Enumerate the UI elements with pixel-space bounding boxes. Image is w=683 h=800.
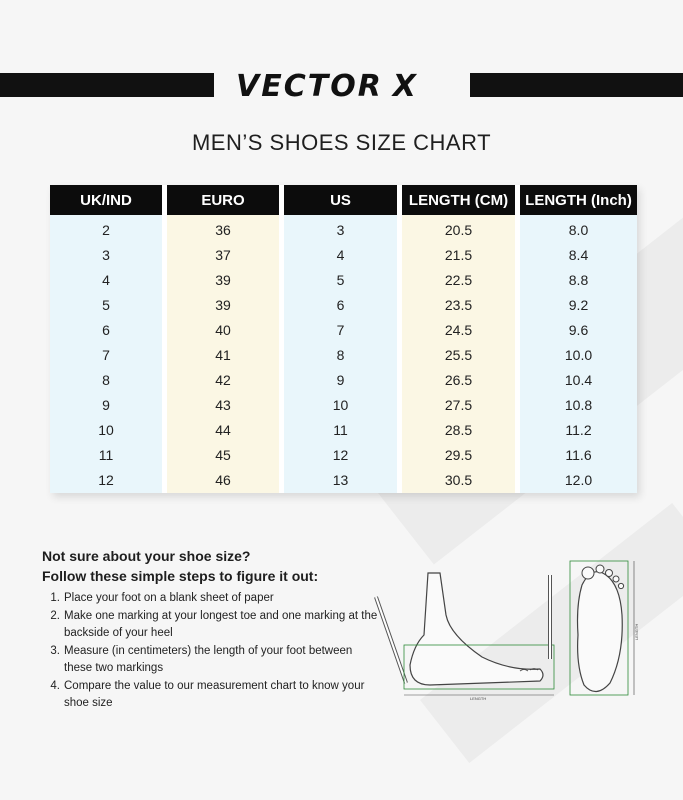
step-number: 1. bbox=[50, 592, 60, 604]
table-column bbox=[284, 185, 397, 493]
table-cell: 8 bbox=[102, 371, 110, 388]
table-cell: 9 bbox=[102, 396, 110, 413]
table-cell: 10 bbox=[332, 396, 349, 413]
table-cell: 11.6 bbox=[565, 446, 592, 463]
column-body bbox=[167, 215, 279, 493]
table-cell: 36 bbox=[215, 221, 231, 238]
footprint-icon bbox=[578, 572, 623, 692]
table-cell: 29.5 bbox=[444, 446, 473, 463]
step-text: Make one marking at your longest toe and one marking at the backside of your heel bbox=[64, 610, 378, 639]
table-cell: 28.5 bbox=[444, 421, 473, 438]
table-cell: 37 bbox=[215, 246, 231, 263]
table-cell: 44 bbox=[215, 421, 231, 438]
table-cell: 46 bbox=[215, 471, 231, 488]
brand-bar-right bbox=[470, 73, 683, 97]
length-label-side: LENGTH bbox=[470, 696, 487, 701]
table-cell: 8.8 bbox=[568, 271, 589, 288]
table-cell: 25.5 bbox=[444, 346, 473, 363]
table-cell: 10 bbox=[98, 421, 114, 438]
table-cell: 4 bbox=[336, 246, 345, 263]
table-cell: 4 bbox=[102, 271, 110, 288]
table-cell: 20.5 bbox=[444, 221, 473, 238]
step-number: 3. bbox=[50, 645, 60, 657]
table-cell: 7 bbox=[336, 321, 345, 338]
size-chart-table bbox=[50, 185, 637, 493]
measure-instructions bbox=[42, 548, 382, 713]
column-header: US bbox=[284, 185, 397, 215]
column-body bbox=[284, 215, 397, 493]
column-header: LENGTH (CM) bbox=[402, 185, 515, 215]
table-cell: 12 bbox=[332, 446, 349, 463]
table-cell: 6 bbox=[102, 321, 110, 338]
foot-side-icon bbox=[410, 573, 543, 685]
table-cell: 40 bbox=[215, 321, 231, 338]
brand-name: VECTOR bbox=[236, 68, 383, 104]
table-cell: 3 bbox=[102, 246, 110, 263]
instructions-question: Not sure about your shoe size? bbox=[42, 548, 251, 564]
table-cell: 9.6 bbox=[568, 321, 589, 338]
table-cell: 9 bbox=[336, 371, 345, 388]
column-header: UK/IND bbox=[50, 185, 162, 215]
list-item bbox=[42, 608, 382, 642]
column-header: EURO bbox=[167, 185, 279, 215]
table-cell: 22.5 bbox=[444, 271, 473, 288]
table-cell: 3 bbox=[336, 221, 345, 238]
table-cell: 21.5 bbox=[444, 246, 473, 263]
table-cell: 8.4 bbox=[568, 246, 589, 263]
pencil-icon bbox=[376, 597, 406, 683]
table-column bbox=[520, 185, 637, 493]
brand-mark: X bbox=[392, 68, 418, 104]
table-cell: 41 bbox=[215, 346, 231, 363]
table-cell: 39 bbox=[215, 296, 231, 313]
list-item bbox=[42, 678, 382, 712]
table-cell: 42 bbox=[215, 371, 231, 388]
list-item bbox=[42, 643, 382, 677]
table-cell: 27.5 bbox=[444, 396, 473, 413]
table-column bbox=[50, 185, 162, 493]
step-text: Place your foot on a blank sheet of paper bbox=[64, 592, 274, 604]
table-cell: 11 bbox=[98, 446, 114, 463]
table-cell: 12 bbox=[98, 471, 114, 488]
table-cell: 10.8 bbox=[564, 396, 593, 413]
table-cell: 5 bbox=[102, 296, 110, 313]
page-title: MEN’S SHOES SIZE CHART bbox=[191, 130, 492, 155]
column-body bbox=[402, 215, 515, 493]
table-column bbox=[402, 185, 515, 493]
table-cell: 43 bbox=[215, 396, 231, 413]
list-item bbox=[42, 590, 382, 607]
table-cell: 10.4 bbox=[564, 371, 593, 388]
table-cell: 10.0 bbox=[564, 346, 593, 363]
table-cell: 11 bbox=[333, 421, 348, 438]
table-cell: 45 bbox=[215, 446, 231, 463]
brand-logo bbox=[236, 66, 446, 106]
table-cell: 9.2 bbox=[568, 296, 589, 313]
table-cell: 11.2 bbox=[565, 421, 592, 438]
instructions-subtitle: Follow these simple steps to figure it out: bbox=[42, 568, 319, 584]
foot-measurement-illustration bbox=[370, 555, 660, 705]
table-cell: 23.5 bbox=[444, 296, 473, 313]
foot-illustration-svg bbox=[370, 555, 660, 705]
step-number: 4. bbox=[50, 680, 60, 692]
table-column bbox=[167, 185, 279, 493]
table-cell: 7 bbox=[102, 346, 110, 363]
table-cell: 6 bbox=[336, 296, 345, 313]
table-cell: 5 bbox=[336, 271, 345, 288]
table-cell: 8.0 bbox=[568, 221, 589, 238]
step-text: Measure (in centimeters) the length of your foot between these two markings bbox=[64, 645, 353, 674]
table-cell: 24.5 bbox=[444, 321, 473, 338]
table-cell: 39 bbox=[215, 271, 231, 288]
step-number: 2. bbox=[50, 610, 60, 622]
table-cell: 8 bbox=[336, 346, 345, 363]
column-body bbox=[520, 215, 637, 493]
length-label-top: LENGTH bbox=[634, 623, 639, 640]
column-body bbox=[50, 215, 162, 493]
table-cell: 13 bbox=[332, 471, 349, 488]
brand-bar-left bbox=[0, 73, 214, 97]
table-cell: 2 bbox=[102, 221, 110, 238]
table-cell: 26.5 bbox=[444, 371, 473, 388]
step-text: Compare the value to our measurement chart to know your shoe size bbox=[64, 680, 365, 709]
steps-list bbox=[42, 590, 382, 712]
table-cell: 12.0 bbox=[564, 471, 593, 488]
table-cell: 30.5 bbox=[444, 471, 473, 488]
column-header: LENGTH (Inch) bbox=[520, 185, 637, 215]
